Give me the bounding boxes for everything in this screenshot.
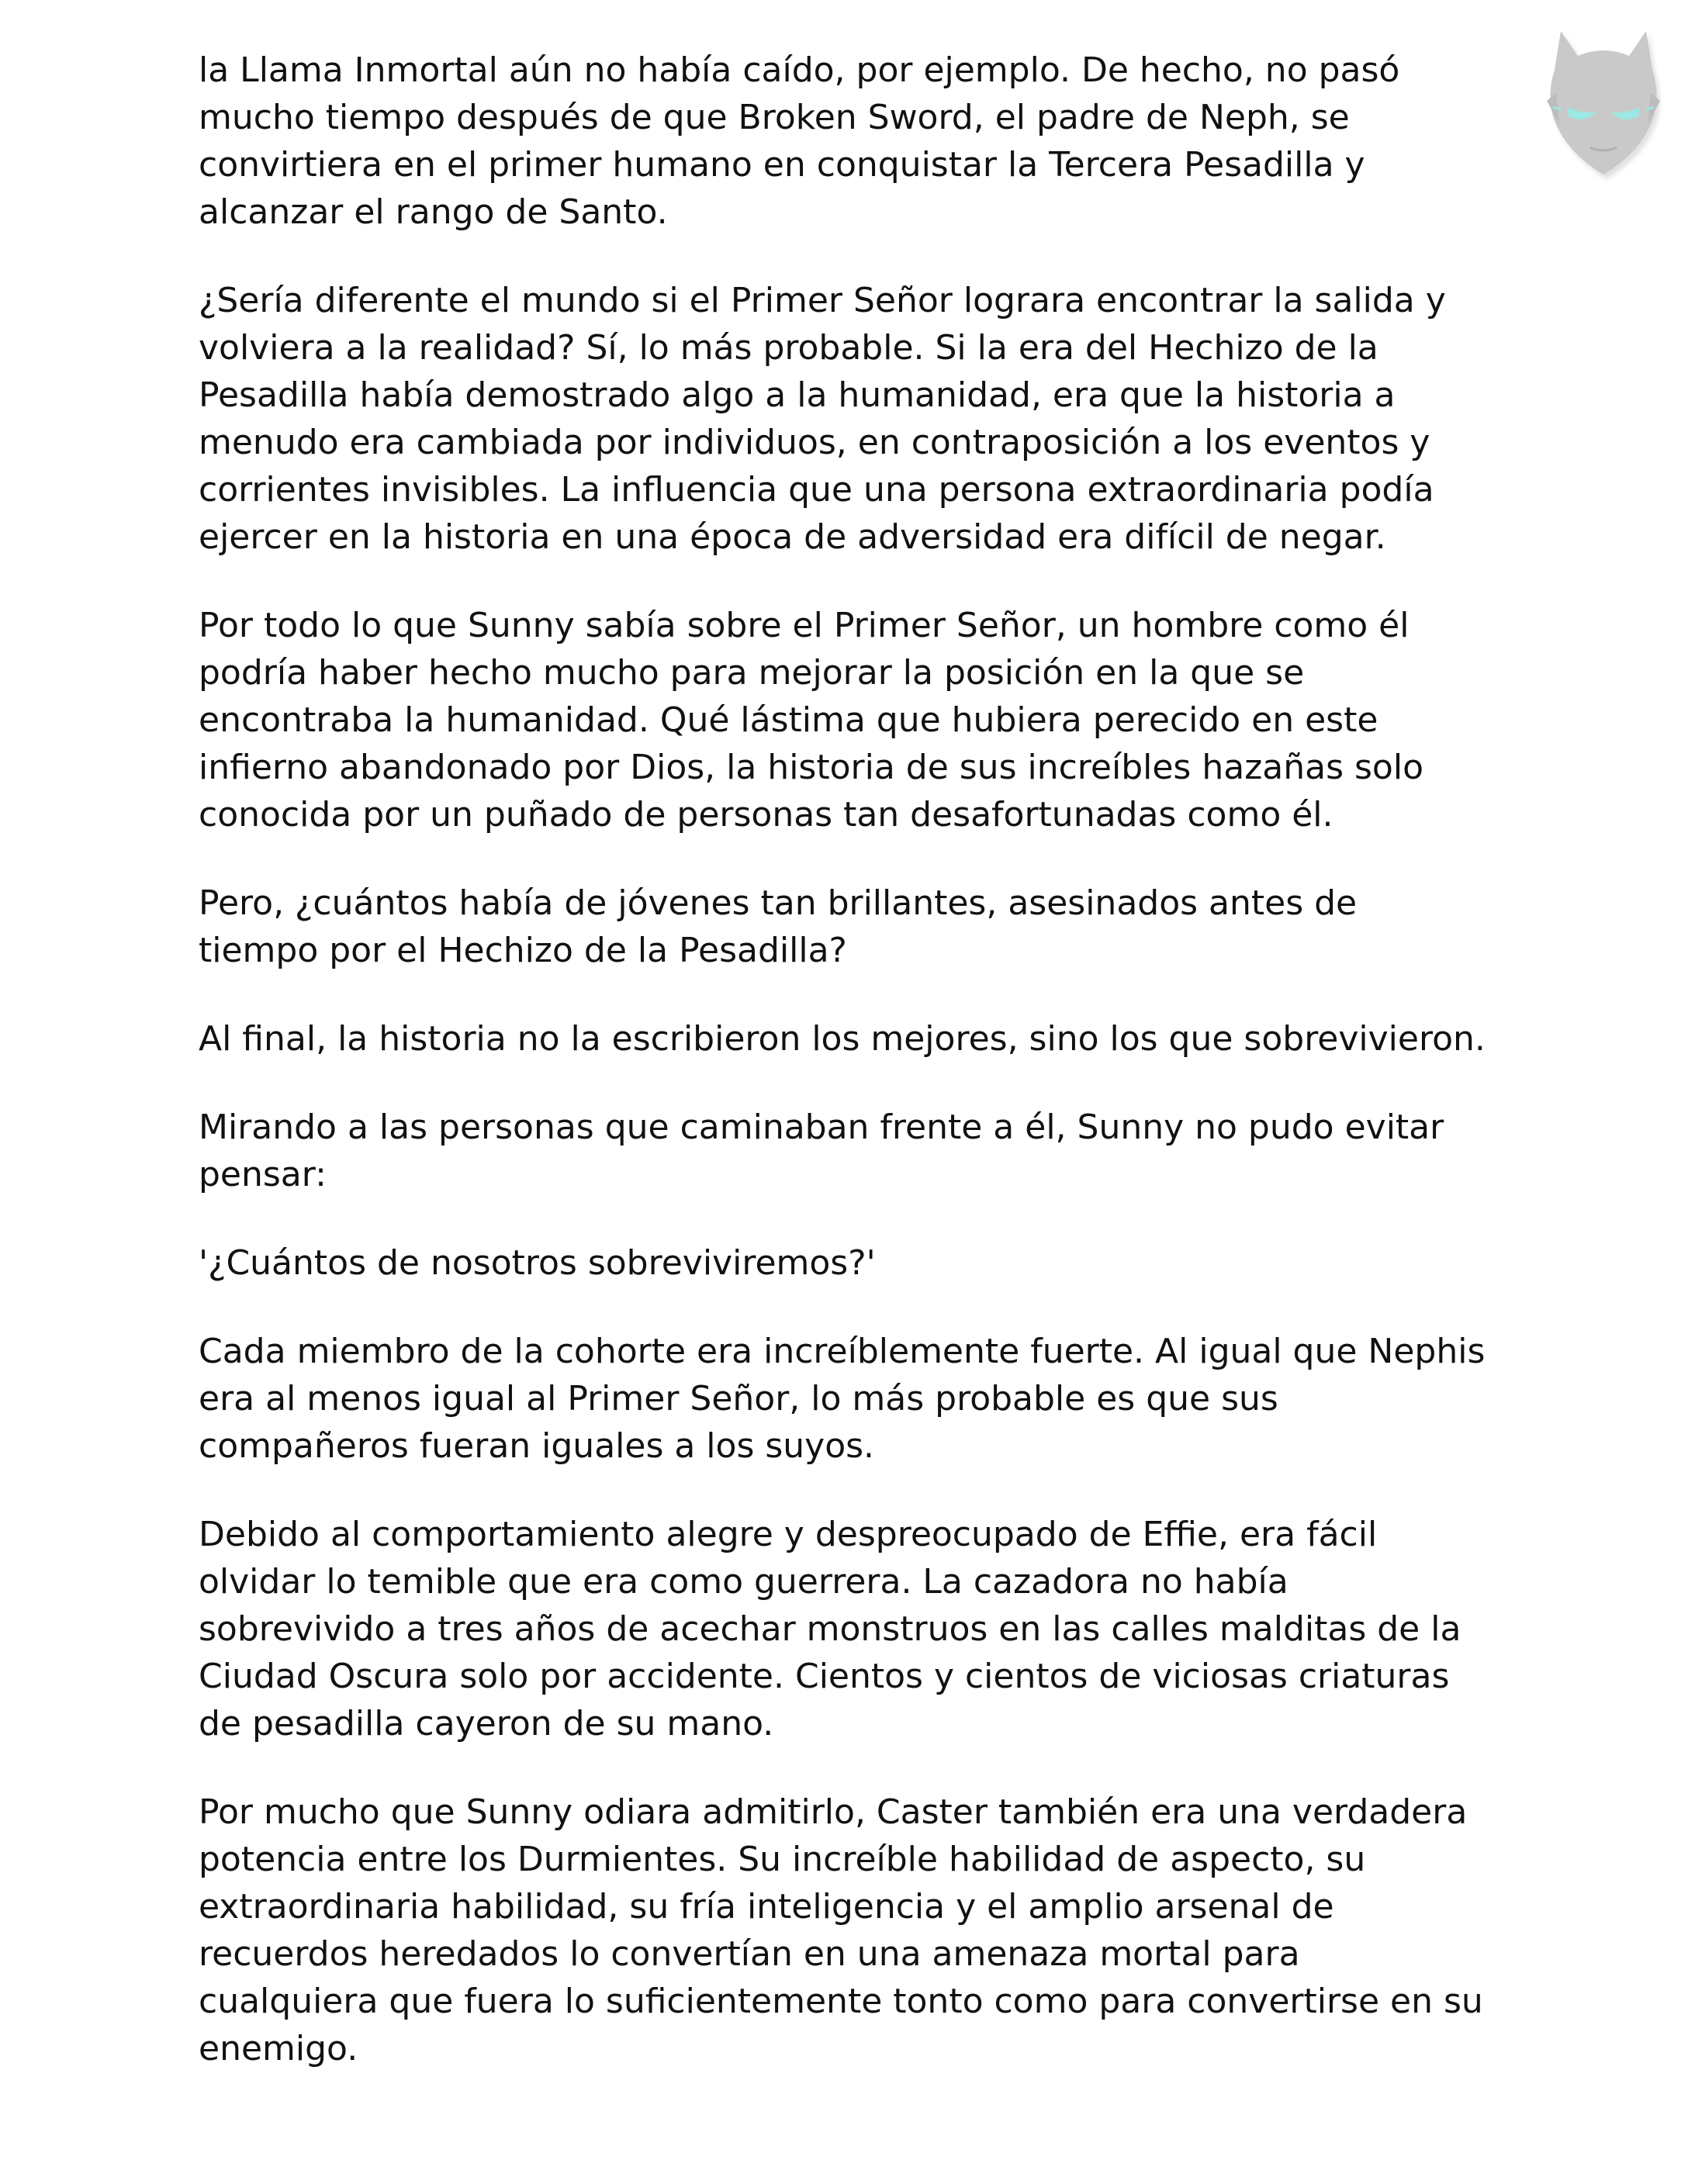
- paragraph: '¿Cuántos de nosotros sobreviviremos?': [199, 1243, 876, 1283]
- paragraph: ¿Sería diferente el mundo si el Primer Señor lograra encontrar la salida y volviera a la realidad? Sí, lo más probable. Si la era del Hechizo de la Pesadilla había demostrado algo a la humanidad, era que la historia a menudo era cambiada por individuos, en contraposición a los eventos y corrientes invisibles. La influencia que una persona extraordinaria podía ejercer en la historia en una época de adversidad era difícil de negar.: [199, 281, 1446, 557]
- paragraph: Al final, la historia no la escribieron los mejores, sino los que sobrevivieron.: [199, 1019, 1486, 1059]
- paragraph: Pero, ¿cuántos había de jóvenes tan brillantes, asesinados antes de tiempo por el Hechizo de la Pesadilla?: [199, 883, 1358, 970]
- paragraph: Debido al comportamiento alegre y despreocupado de Effie, era fácil olvidar lo temible que era como guerrera. La cazadora no había sobrevivido a tres años de acechar monstruos en las calles malditas de la Ciudad Oscura solo por accidente. Cientos y cientos de viciosas criaturas de pesadilla cayeron de su mano.: [199, 1515, 1461, 1743]
- paragraph: Cada miembro de la cohorte era increíblemente fuerte. Al igual que Nephis era al menos igual al Primer Señor, lo más probable es que sus compañeros fueran iguales a los suyos.: [199, 1332, 1486, 1466]
- paragraph: la Llama Inmortal aún no había caído, por ejemplo. De hecho, no pasó mucho tiempo después de que Broken Sword, el padre de Neph, se convirtiera en el primer humano en conquistar la Tercera Pesadilla y alcanzar el rango de Santo.: [199, 50, 1400, 232]
- paragraph: Mirando a las personas que caminaban frente a él, Sunny no pudo evitar pensar:: [199, 1108, 1444, 1194]
- paragraph: Por mucho que Sunny odiara admitirlo, Caster también era una verdadera potencia entre los Durmientes. Su increíble habilidad de aspecto, su extraordinaria habilidad, su fría inteligencia y el amplio arsenal de recuerdos heredados lo convertían en una amenaza mortal para cualquiera que fuera lo suficientemente tonto como para convertirse en su enemigo.: [199, 1792, 1483, 2068]
- body-text: [199, 47, 1486, 2113]
- demon-head-icon: [1530, 16, 1677, 186]
- paragraph: Por todo lo que Sunny sabía sobre el Primer Señor, un hombre como él podría haber hecho mucho para mejorar la posición en la que se encontraba la humanidad. Qué lástima que hubiera perecido en este infierno abandonado por Dios, la historia de sus increíbles hazañas solo conocida por un puñado de personas tan desafortunadas como él.: [199, 606, 1423, 835]
